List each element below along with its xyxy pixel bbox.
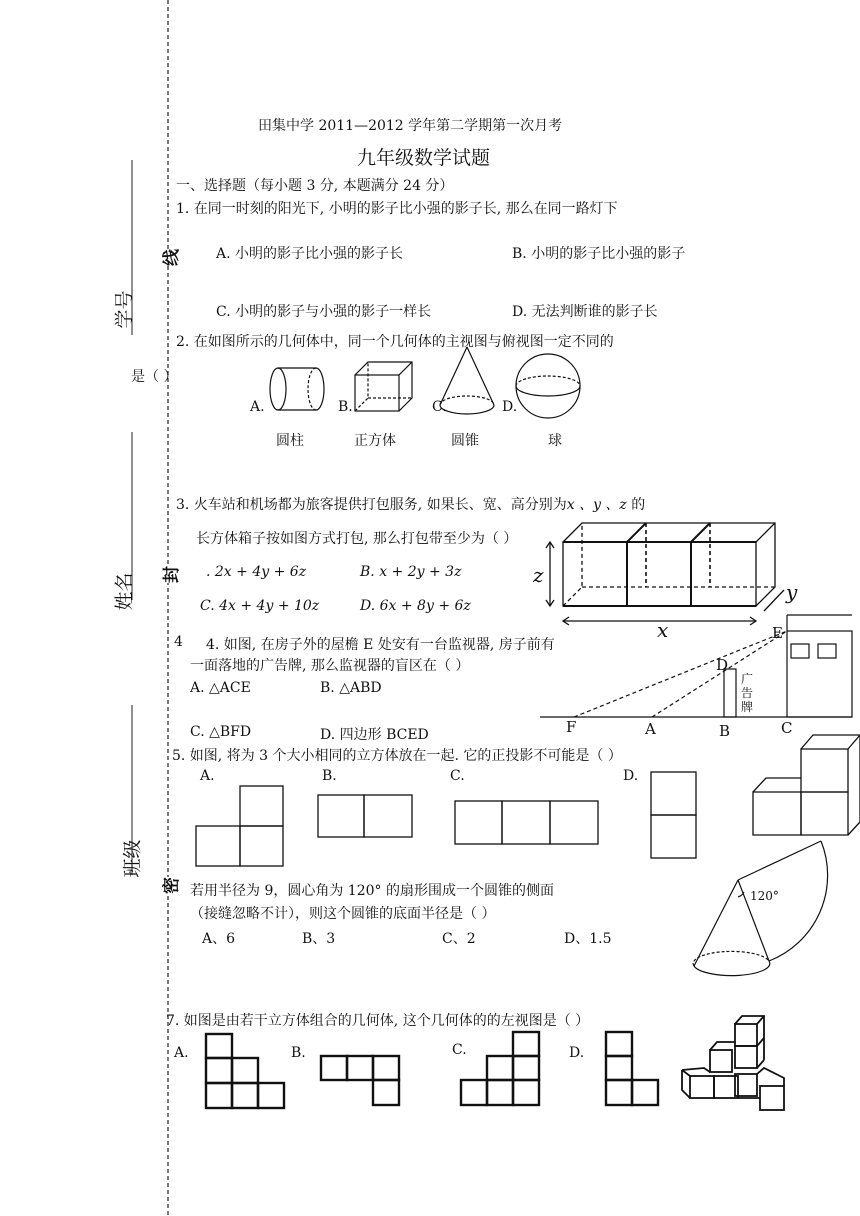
q6-angle-label: 120° <box>750 889 779 903</box>
q5-letter-d: D. <box>623 768 639 784</box>
q1-option-c: C. 小明的影子与小强的影子一样长 <box>216 304 432 320</box>
q1-option-a: A. 小明的影子比小强的影子长 <box>216 246 404 262</box>
q3-label-x: x <box>657 618 669 642</box>
seal-seal-char: 封 <box>157 566 182 583</box>
q3-option-d: D. 6x + 8y + 6z <box>360 598 471 614</box>
q3-label-z: z <box>533 563 544 587</box>
q2-name-sphere: 球 <box>548 433 562 449</box>
q2-letter-c: C. <box>432 399 447 415</box>
q4-option-d: D. 四边形 BCED <box>320 727 429 743</box>
q6-option-b: B、3 <box>302 931 336 947</box>
q2-stem-cont: 是（ ） <box>131 369 178 385</box>
q5-letter-a: A. <box>200 768 215 784</box>
q1-option-d: D. 无法判断谁的影子长 <box>512 304 658 320</box>
q7-letter-d: D. <box>569 1045 585 1061</box>
exam-subtitle: 九年级数学试题 <box>357 147 491 169</box>
q6-option-d: D、1.5 <box>564 931 612 947</box>
q3-label-y: y <box>786 580 798 604</box>
q2-letter-a: A. <box>250 399 265 415</box>
q6-option-c: C、2 <box>442 931 476 947</box>
q4-label-e: E <box>772 624 783 642</box>
q2-letter-d: D. <box>502 399 518 415</box>
q4-option-a: A. △ACE <box>190 680 251 696</box>
seal-secret-char: 密 <box>157 877 182 894</box>
q4-stem: 4. 如图, 在房子外的屋檐 E 处安有一台监视器, 房子前有 <box>206 637 555 653</box>
q4-label-a: A <box>645 720 656 738</box>
q3-option-a: . 2x + 4y + 6z <box>206 564 307 580</box>
q3-stem-pre: 3. 火车站和机场都为旅客提供打包服务, 如果长、宽、高分别为 <box>176 497 567 513</box>
q2-stem: 2. 在如图所示的几何体中，同一个几何体的主视图与俯视图一定不同的 <box>176 334 614 350</box>
q4-option-c: C. △BFD <box>190 724 252 740</box>
q3-option-b: B. x + 2y + 3z <box>360 564 462 580</box>
q7-stem: 7. 如图是由若干立方体组合的几何体, 这个几何体的的左视图是（ ） <box>166 1013 590 1029</box>
q5-letter-c: C. <box>450 768 465 784</box>
section-heading: 一、选择题（每小题 3 分, 本题满分 24 分） <box>176 178 454 194</box>
seal-line-char: 线 <box>157 249 182 266</box>
q7-letter-a: A. <box>174 1045 189 1061</box>
q4-label-d: D <box>716 656 729 674</box>
name-label: 姓名 <box>113 572 136 611</box>
q2-name-cone: 圆锥 <box>451 433 479 449</box>
q7-letter-c: C. <box>452 1042 467 1058</box>
q5-stem: 5. 如图, 将为 3 个大小相同的立方体放在一起. 它的正投影不可能是（ ） <box>172 748 622 764</box>
q6-option-a: A、6 <box>202 931 236 947</box>
q4-label-c: C <box>781 719 793 737</box>
q4-option-b: B. △ABD <box>320 680 382 696</box>
q3-option-c: C. 4x + 4y + 10z <box>200 598 320 614</box>
q4-sign-label: 广告牌 <box>741 672 754 714</box>
q4-label-f: F <box>566 718 577 736</box>
q4-number: 4 <box>174 634 183 650</box>
q2-letter-b: B. <box>338 399 353 415</box>
q2-name-cylinder: 圆柱 <box>276 433 304 449</box>
q4-stem-cont: 一面落地的广告牌, 那么监视器的盲区在（ ） <box>190 658 470 674</box>
q3-stem-vars: x 、y 、z <box>566 497 627 513</box>
q1-stem: 1. 在同一时刻的阳光下, 小明的影子比小强的影子长, 那么在同一路灯下 <box>176 201 618 217</box>
q4-label-b: B <box>719 722 731 740</box>
q6-stem-cont: （接缝忽略不计），则这个圆锥的底面半径是（ ） <box>190 906 496 922</box>
q3-stem-post: 的 <box>626 497 646 513</box>
class-label: 班级 <box>121 839 144 878</box>
q5-letter-b: B. <box>322 768 337 784</box>
q2-name-cube: 正方体 <box>354 433 396 449</box>
student-id-label: 学号 <box>113 290 136 329</box>
q6-stem: 若用半径为 9，圆心角为 120° 的扇形围成一个圆锥的侧面 <box>190 883 554 899</box>
q7-letter-b: B. <box>291 1045 306 1061</box>
q3-stem-cont: 长方体箱子按如图方式打包, 那么打包带至少为（ ） <box>196 531 518 547</box>
exam-title: 田集中学 2011—2012 学年第二学期第一次月考 <box>258 118 563 134</box>
q1-option-b: B. 小明的影子比小强的影子 <box>512 246 686 262</box>
